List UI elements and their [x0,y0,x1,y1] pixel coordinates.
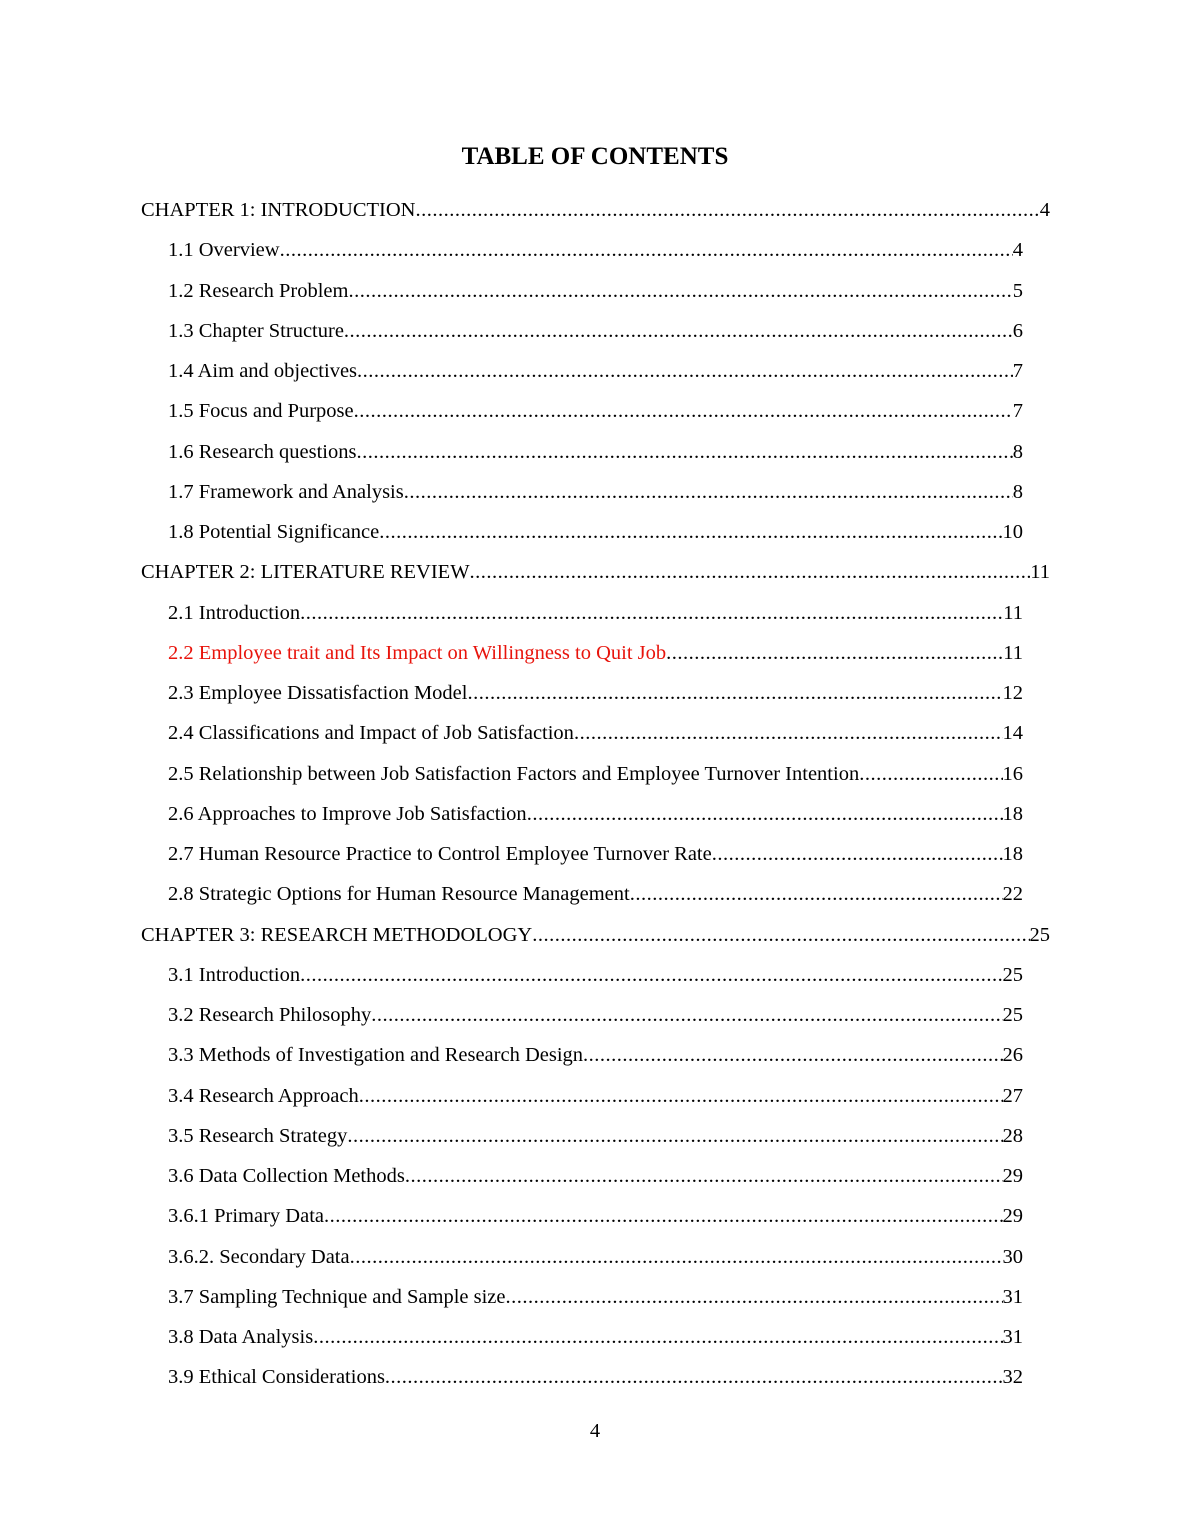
toc-entry-label: 1.3 Chapter Structure [168,320,344,342]
toc-entry-page: 10 [1002,521,1023,543]
toc-entry-page: 11 [1030,561,1050,583]
toc-dot-leader [347,1122,1002,1150]
toc-entry-label: CHAPTER 1: INTRODUCTION [141,199,416,221]
toc-entry-page: 7 [1012,360,1023,382]
toc-entry-page: 31 [1002,1326,1023,1348]
toc-section-entry[interactable] [168,518,1023,546]
toc-entry-label: CHAPTER 2: LITERATURE REVIEW [141,561,470,583]
toc-section-entry[interactable] [168,236,1023,264]
toc-entry-page: 22 [1002,883,1023,905]
toc-section-entry[interactable] [168,1202,1023,1230]
toc-entry-page: 11 [1003,602,1023,624]
toc-entry-page: 18 [1002,843,1023,865]
toc-entry-label: 2.5 Relationship between Job Satisfaction Factors and Employee Turnover Intention [168,763,860,785]
toc-dot-leader [280,236,1013,264]
toc-entry-page: 16 [1002,763,1023,785]
toc-section-entry[interactable] [168,1323,1023,1351]
toc-section-entry[interactable] [168,1283,1023,1311]
toc-entry-page: 26 [1002,1044,1023,1066]
toc-dot-leader [630,880,1003,908]
toc-dot-leader [357,357,1013,385]
toc-entry-label: 2.6 Approaches to Improve Job Satisfaction [168,803,527,825]
toc-section-entry[interactable] [168,961,1023,989]
toc-entry-page: 4 [1012,239,1023,261]
toc-entry-label: 3.3 Methods of Investigation and Research Design [168,1044,584,1066]
toc-section-entry[interactable] [168,679,1023,707]
toc-entry-label: 3.6.2. Secondary Data [168,1246,350,1268]
toc-section-entry[interactable] [168,1082,1023,1110]
toc-entry-page: 27 [1002,1085,1023,1107]
toc-entry-label: 3.1 Introduction [168,964,301,986]
toc-entry-page: 8 [1012,481,1023,503]
toc-section-entry[interactable] [168,719,1023,747]
toc-dot-leader [415,196,1039,224]
toc-dot-leader [470,558,1031,586]
toc-dot-leader [344,317,1013,345]
toc-dot-leader [385,1363,1003,1391]
toc-section-entry[interactable] [168,1162,1023,1190]
toc-chapter-entry[interactable] [141,558,1050,586]
toc-dot-leader [350,1243,1003,1271]
toc-dot-leader [666,639,1003,667]
toc-entry-label: 1.8 Potential Significance [168,521,380,543]
toc-section-entry[interactable] [168,397,1023,425]
toc-entry-label: 2.3 Employee Dissatisfaction Model [168,682,468,704]
toc-section-entry[interactable] [168,478,1023,506]
toc-dot-leader [404,478,1013,506]
toc-section-entry[interactable] [168,1001,1023,1029]
toc-entry-page: 7 [1012,400,1023,422]
toc-entry-page: 6 [1012,320,1023,342]
toc-section-entry[interactable] [168,1363,1023,1391]
toc-entry-page: 5 [1012,280,1023,302]
page-number: 4 [589,1420,601,1442]
toc-dot-leader [300,961,1002,989]
toc-entry-label: 1.4 Aim and objectives [168,360,358,382]
toc-entry-label: CHAPTER 3: RESEARCH METHODOLOGY [141,924,533,946]
toc-dot-leader [354,397,1013,425]
toc-entry-page: 18 [1002,803,1023,825]
toc-entry-label: 1.6 Research questions [168,441,357,463]
toc-section-entry[interactable] [168,800,1023,828]
toc-dot-leader [527,800,1003,828]
toc-entry-label: 2.4 Classifications and Impact of Job Satisfaction [168,722,574,744]
toc-chapter-entry[interactable] [141,196,1050,224]
toc-entry-label: 1.7 Framework and Analysis [168,481,404,503]
toc-entry-page: 4 [1039,199,1050,221]
toc-entry-label: 2.2 Employee trait and Its Impact on Willingness to Quit Job [168,642,667,664]
toc-entry-label: 2.7 Human Resource Practice to Control Employee Turnover Rate [168,843,712,865]
toc-dot-leader [532,921,1029,949]
toc-section-entry[interactable] [168,599,1023,627]
toc-entry-page: 28 [1002,1125,1023,1147]
toc-section-entry[interactable] [168,840,1023,868]
toc-section-entry[interactable] [168,1243,1023,1271]
toc-section-entry[interactable] [168,438,1023,466]
toc-entry-page: 25 [1029,924,1050,946]
toc-entry-label: 2.8 Strategic Options for Human Resource Management [168,883,630,905]
toc-section-entry[interactable] [168,317,1023,345]
toc-entry-label: 3.6.1 Primary Data [168,1205,324,1227]
toc-section-entry[interactable] [168,277,1023,305]
toc-section-entry[interactable] [168,760,1023,788]
toc-dot-leader [467,679,1002,707]
toc-section-entry[interactable] [168,1041,1023,1069]
page-title: TABLE OF CONTENTS [461,143,729,170]
toc-entry-label: 1.2 Research Problem [168,280,349,302]
toc-section-entry[interactable] [168,1122,1023,1150]
toc-chapter-entry[interactable] [141,921,1050,949]
toc-dot-leader [379,518,1002,546]
toc-dot-leader [712,840,1003,868]
toc-dot-leader [356,438,1012,466]
toc-entry-page: 11 [1003,642,1023,664]
toc-entry-page: 32 [1002,1366,1023,1388]
toc-entry-page: 30 [1002,1246,1023,1268]
toc-entry-page: 29 [1002,1205,1023,1227]
toc-entry-label: 3.7 Sampling Technique and Sample size [168,1286,506,1308]
toc-dot-leader [574,719,1003,747]
toc-entry-label: 3.2 Research Philosophy [168,1004,372,1026]
toc-entry-label: 3.4 Research Approach [168,1085,359,1107]
toc-dot-leader [324,1202,1003,1230]
toc-entry-page: 29 [1002,1165,1023,1187]
toc-entry-label: 1.5 Focus and Purpose [168,400,354,422]
toc-entry-label: 1.1 Overview [168,239,280,261]
toc-entry-page: 25 [1002,964,1023,986]
toc-entry-label: 3.9 Ethical Considerations [168,1366,385,1388]
toc-dot-leader [348,277,1012,305]
toc-dot-leader [371,1001,1002,1029]
toc-section-entry[interactable] [168,639,1023,667]
toc-entry-page: 14 [1002,722,1023,744]
toc-dot-leader [313,1323,1002,1351]
toc-dot-leader [359,1082,1003,1110]
toc-entry-page: 25 [1002,1004,1023,1026]
toc-entry-page: 8 [1012,441,1023,463]
toc-entry-label: 3.5 Research Strategy [168,1125,348,1147]
toc-section-entry[interactable] [168,357,1023,385]
toc-entry-label: 3.6 Data Collection Methods [168,1165,405,1187]
toc-entry-label: 2.1 Introduction [168,602,301,624]
toc-dot-leader [300,599,1003,627]
toc-entry-label: 3.8 Data Analysis [168,1326,314,1348]
toc-dot-leader [859,760,1002,788]
toc-section-entry[interactable] [168,880,1023,908]
toc-dot-leader [506,1283,1003,1311]
toc-entry-page: 12 [1002,682,1023,704]
toc-dot-leader [405,1162,1003,1190]
toc-entry-page: 31 [1002,1286,1023,1308]
toc-dot-leader [583,1041,1002,1069]
